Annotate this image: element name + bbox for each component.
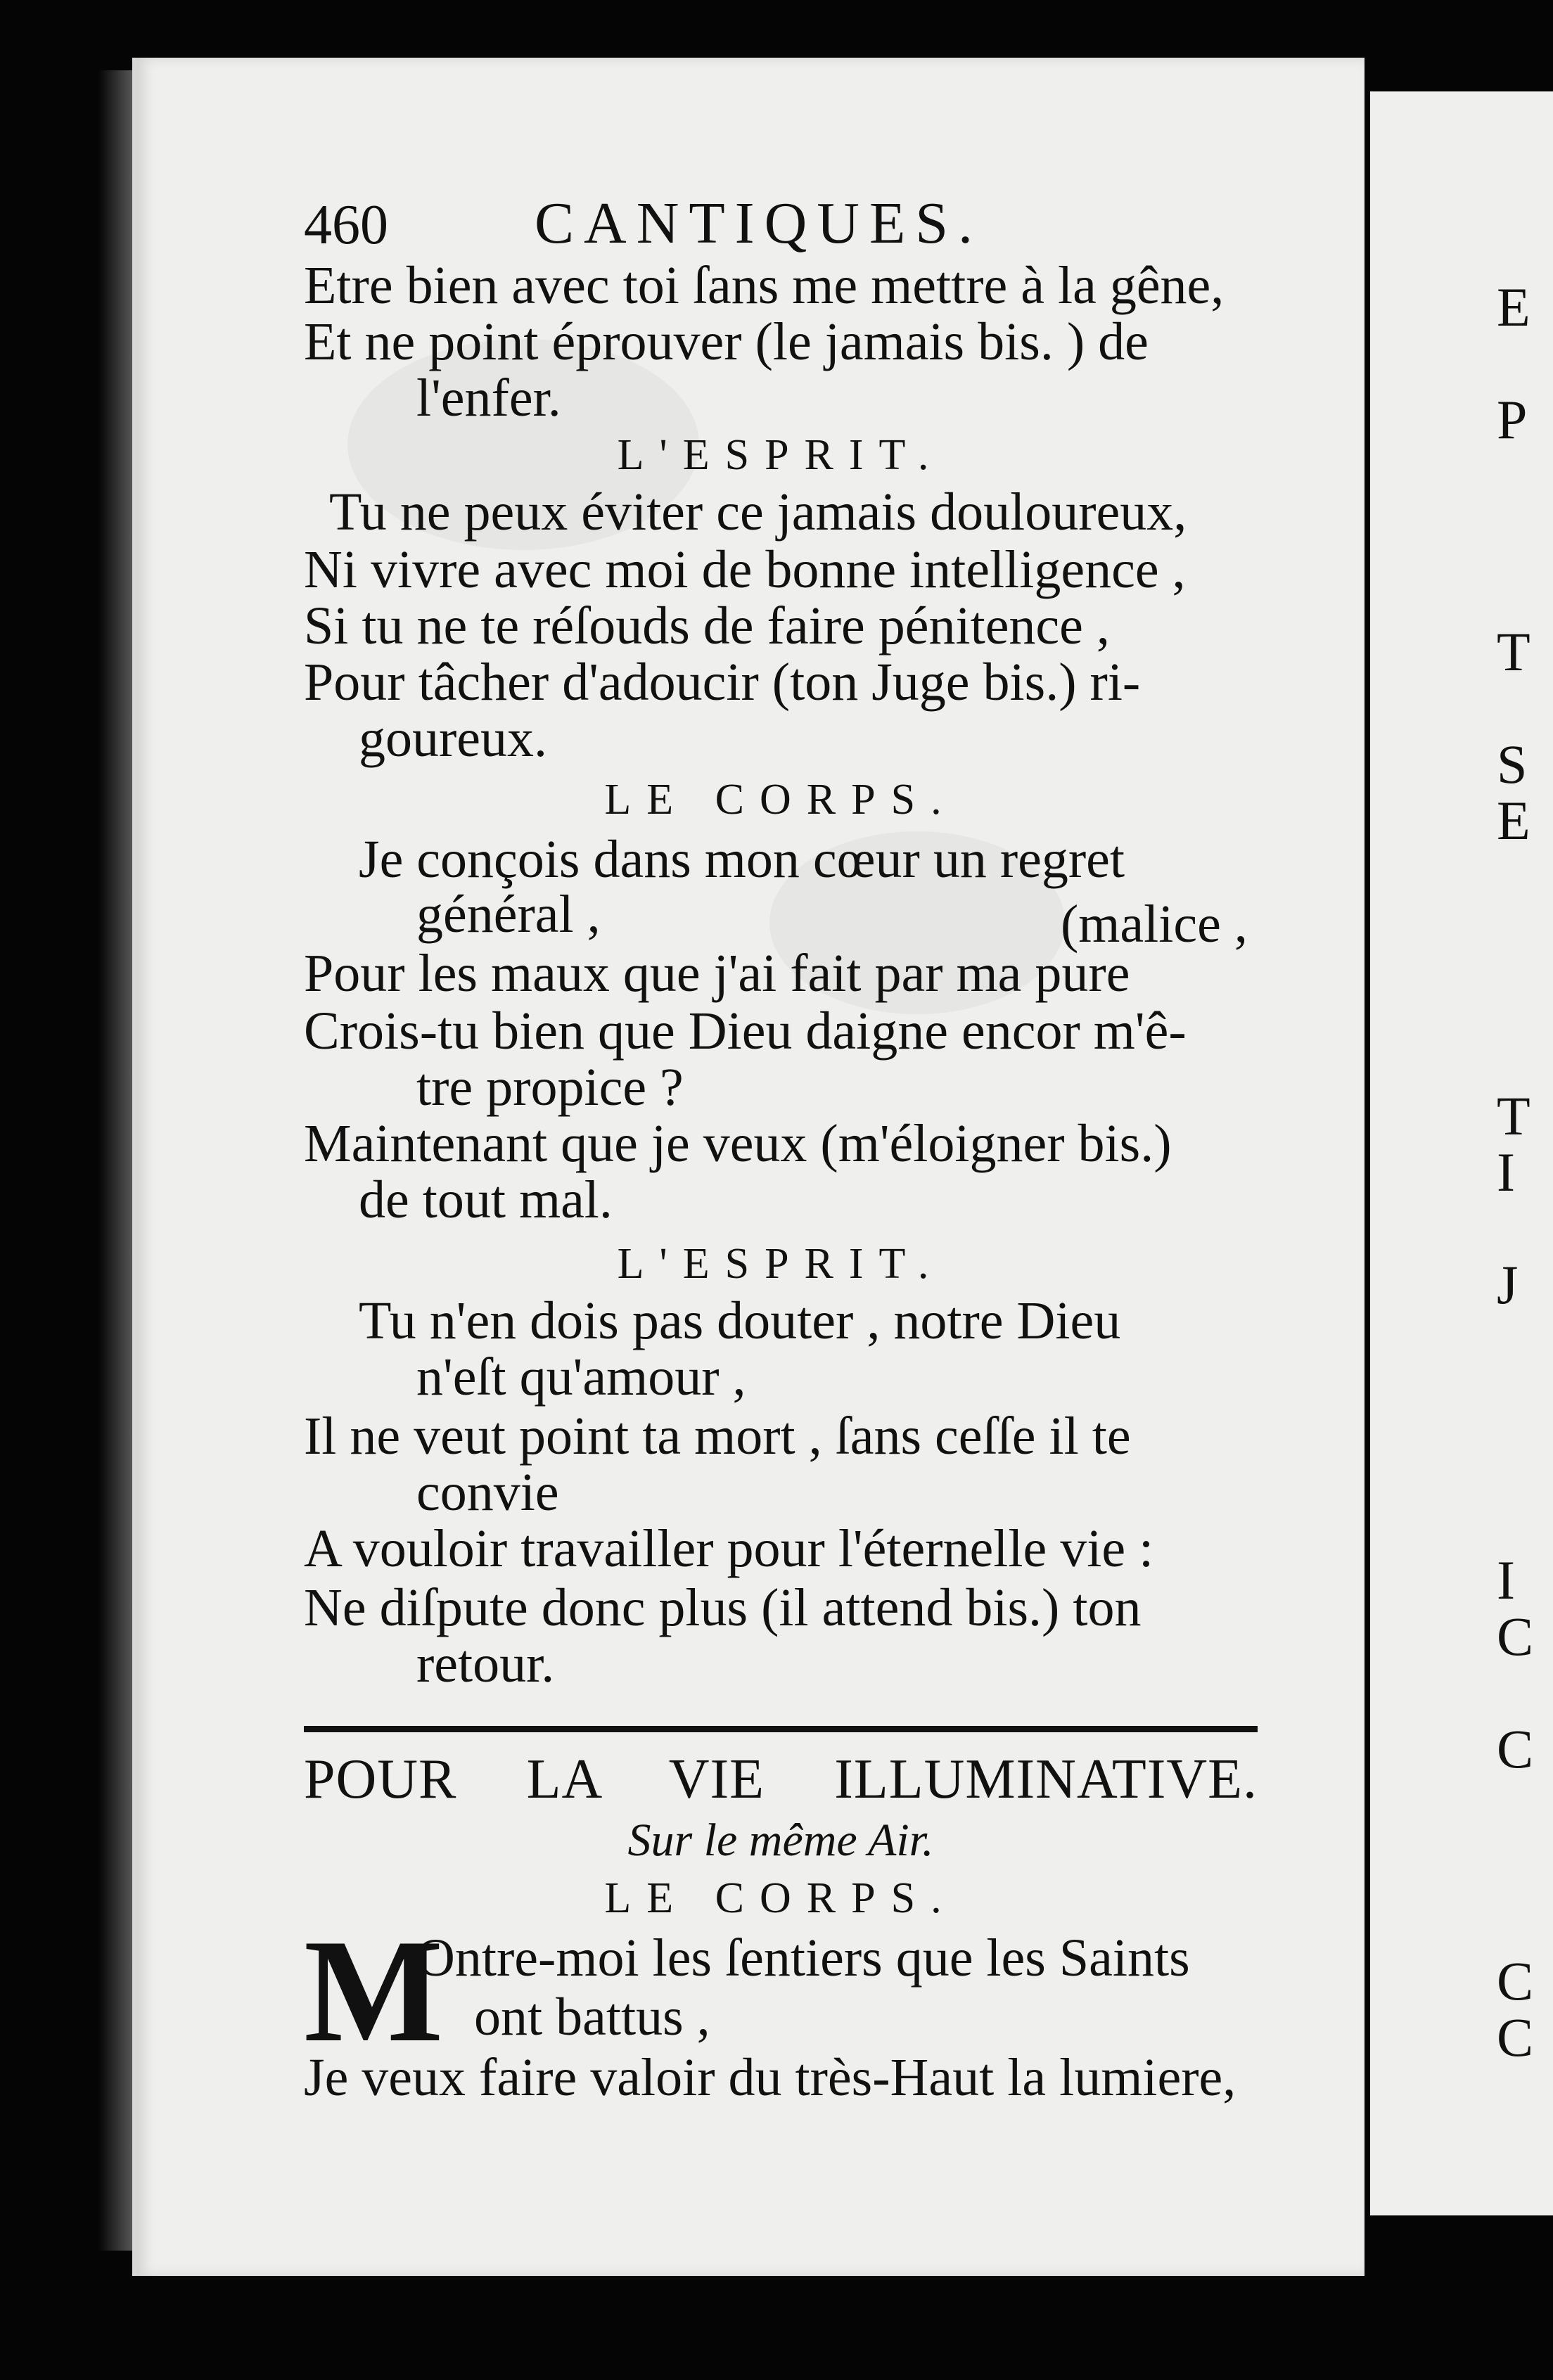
facing-page-letter: T: [1497, 1085, 1530, 1146]
verse-line: Maintenant que je veux (m'éloigner bis.): [304, 1114, 1172, 1173]
verse-line: général ,: [416, 885, 601, 944]
facing-page-letter: P: [1497, 389, 1528, 450]
verse-line: Je conçois dans mon cœur un regret: [359, 830, 1125, 889]
facing-page-letter: C: [1497, 2007, 1534, 2068]
speaker-label: L'ESPRIT.: [617, 431, 945, 479]
verse-line: l'enfer.: [416, 369, 561, 428]
verse-line: n'eſt qu'amour ,: [416, 1348, 746, 1407]
facing-page-letter: S: [1497, 734, 1528, 795]
facing-page-letter: I: [1497, 1141, 1515, 1203]
verse-line: Pour les maux que j'ai fait par ma pure: [304, 944, 1130, 1003]
facing-page-letter: I: [1497, 1549, 1515, 1611]
verse-line: retour.: [416, 1634, 555, 1694]
verse-line: de tout mal.: [359, 1170, 613, 1229]
tune-indication: Sur le même Air.: [627, 1815, 934, 1866]
verse-line: (malice ,: [1061, 895, 1248, 954]
section-title: POUR LA VIE ILLUMINATIVE.: [304, 1748, 1258, 1810]
verse-line: Ni vivre avec moi de bonne intelligence ,: [304, 540, 1186, 599]
facing-page-letter: J: [1497, 1254, 1519, 1315]
facing-page-edge: [1370, 91, 1553, 2215]
verse-line: Si tu ne te réſouds de faire pénitence ,: [304, 596, 1110, 655]
facing-page-letter: T: [1497, 621, 1530, 682]
facing-page-letter: C: [1497, 1950, 1534, 2011]
facing-page-letter: C: [1497, 1606, 1534, 1667]
speaker-label: LE CORPS.: [604, 776, 957, 824]
verse-line: Tu n'en dois pas douter , notre Dieu: [359, 1291, 1121, 1350]
verse-line: Crois-tu bien que Dieu daigne encor m'ê-: [304, 1002, 1187, 1061]
verse-line: Pour tâcher d'adoucir (ton Juge bis.) ri-: [304, 653, 1141, 712]
facing-page-letter: C: [1497, 1718, 1534, 1779]
verse-line: Ne diſpute donc plus (il attend bis.) ton: [304, 1578, 1142, 1637]
verse-line: A vouloir travailler pour l'éternelle vie :: [304, 1519, 1154, 1578]
speaker-label: L'ESPRIT.: [617, 1240, 945, 1288]
verse-line: tre propice ?: [416, 1058, 684, 1117]
page-number: 460: [304, 194, 388, 256]
verse-line: Il ne veut point ta mort , ſans ceſſe il te: [304, 1407, 1131, 1466]
facing-page-letter: E: [1497, 276, 1530, 338]
drop-cap: M: [304, 1909, 444, 2073]
facing-page-letter: E: [1497, 790, 1530, 851]
verse-line: ont battus ,: [474, 1988, 710, 2047]
speaker-label: LE CORPS.: [604, 1874, 957, 1922]
section-divider: [304, 1726, 1258, 1732]
verse-line: Tu ne peux éviter ce jamais douloureux,: [329, 482, 1187, 542]
verse-line: Et ne point éprouver (le jamais bis. ) de: [304, 312, 1149, 371]
verse-line: convie: [416, 1463, 559, 1522]
verse-line: goureux.: [359, 709, 548, 768]
running-head: CANTIQUES.: [535, 191, 983, 256]
verse-line: Ontre-moi les ſentiers que les Saints: [416, 1928, 1190, 1988]
verse-line: Je veux faire valoir du très-Haut la lumiere,: [304, 2048, 1236, 2107]
verse-line: Etre bien avec toi ſans me mettre à la gêne,: [304, 256, 1225, 315]
